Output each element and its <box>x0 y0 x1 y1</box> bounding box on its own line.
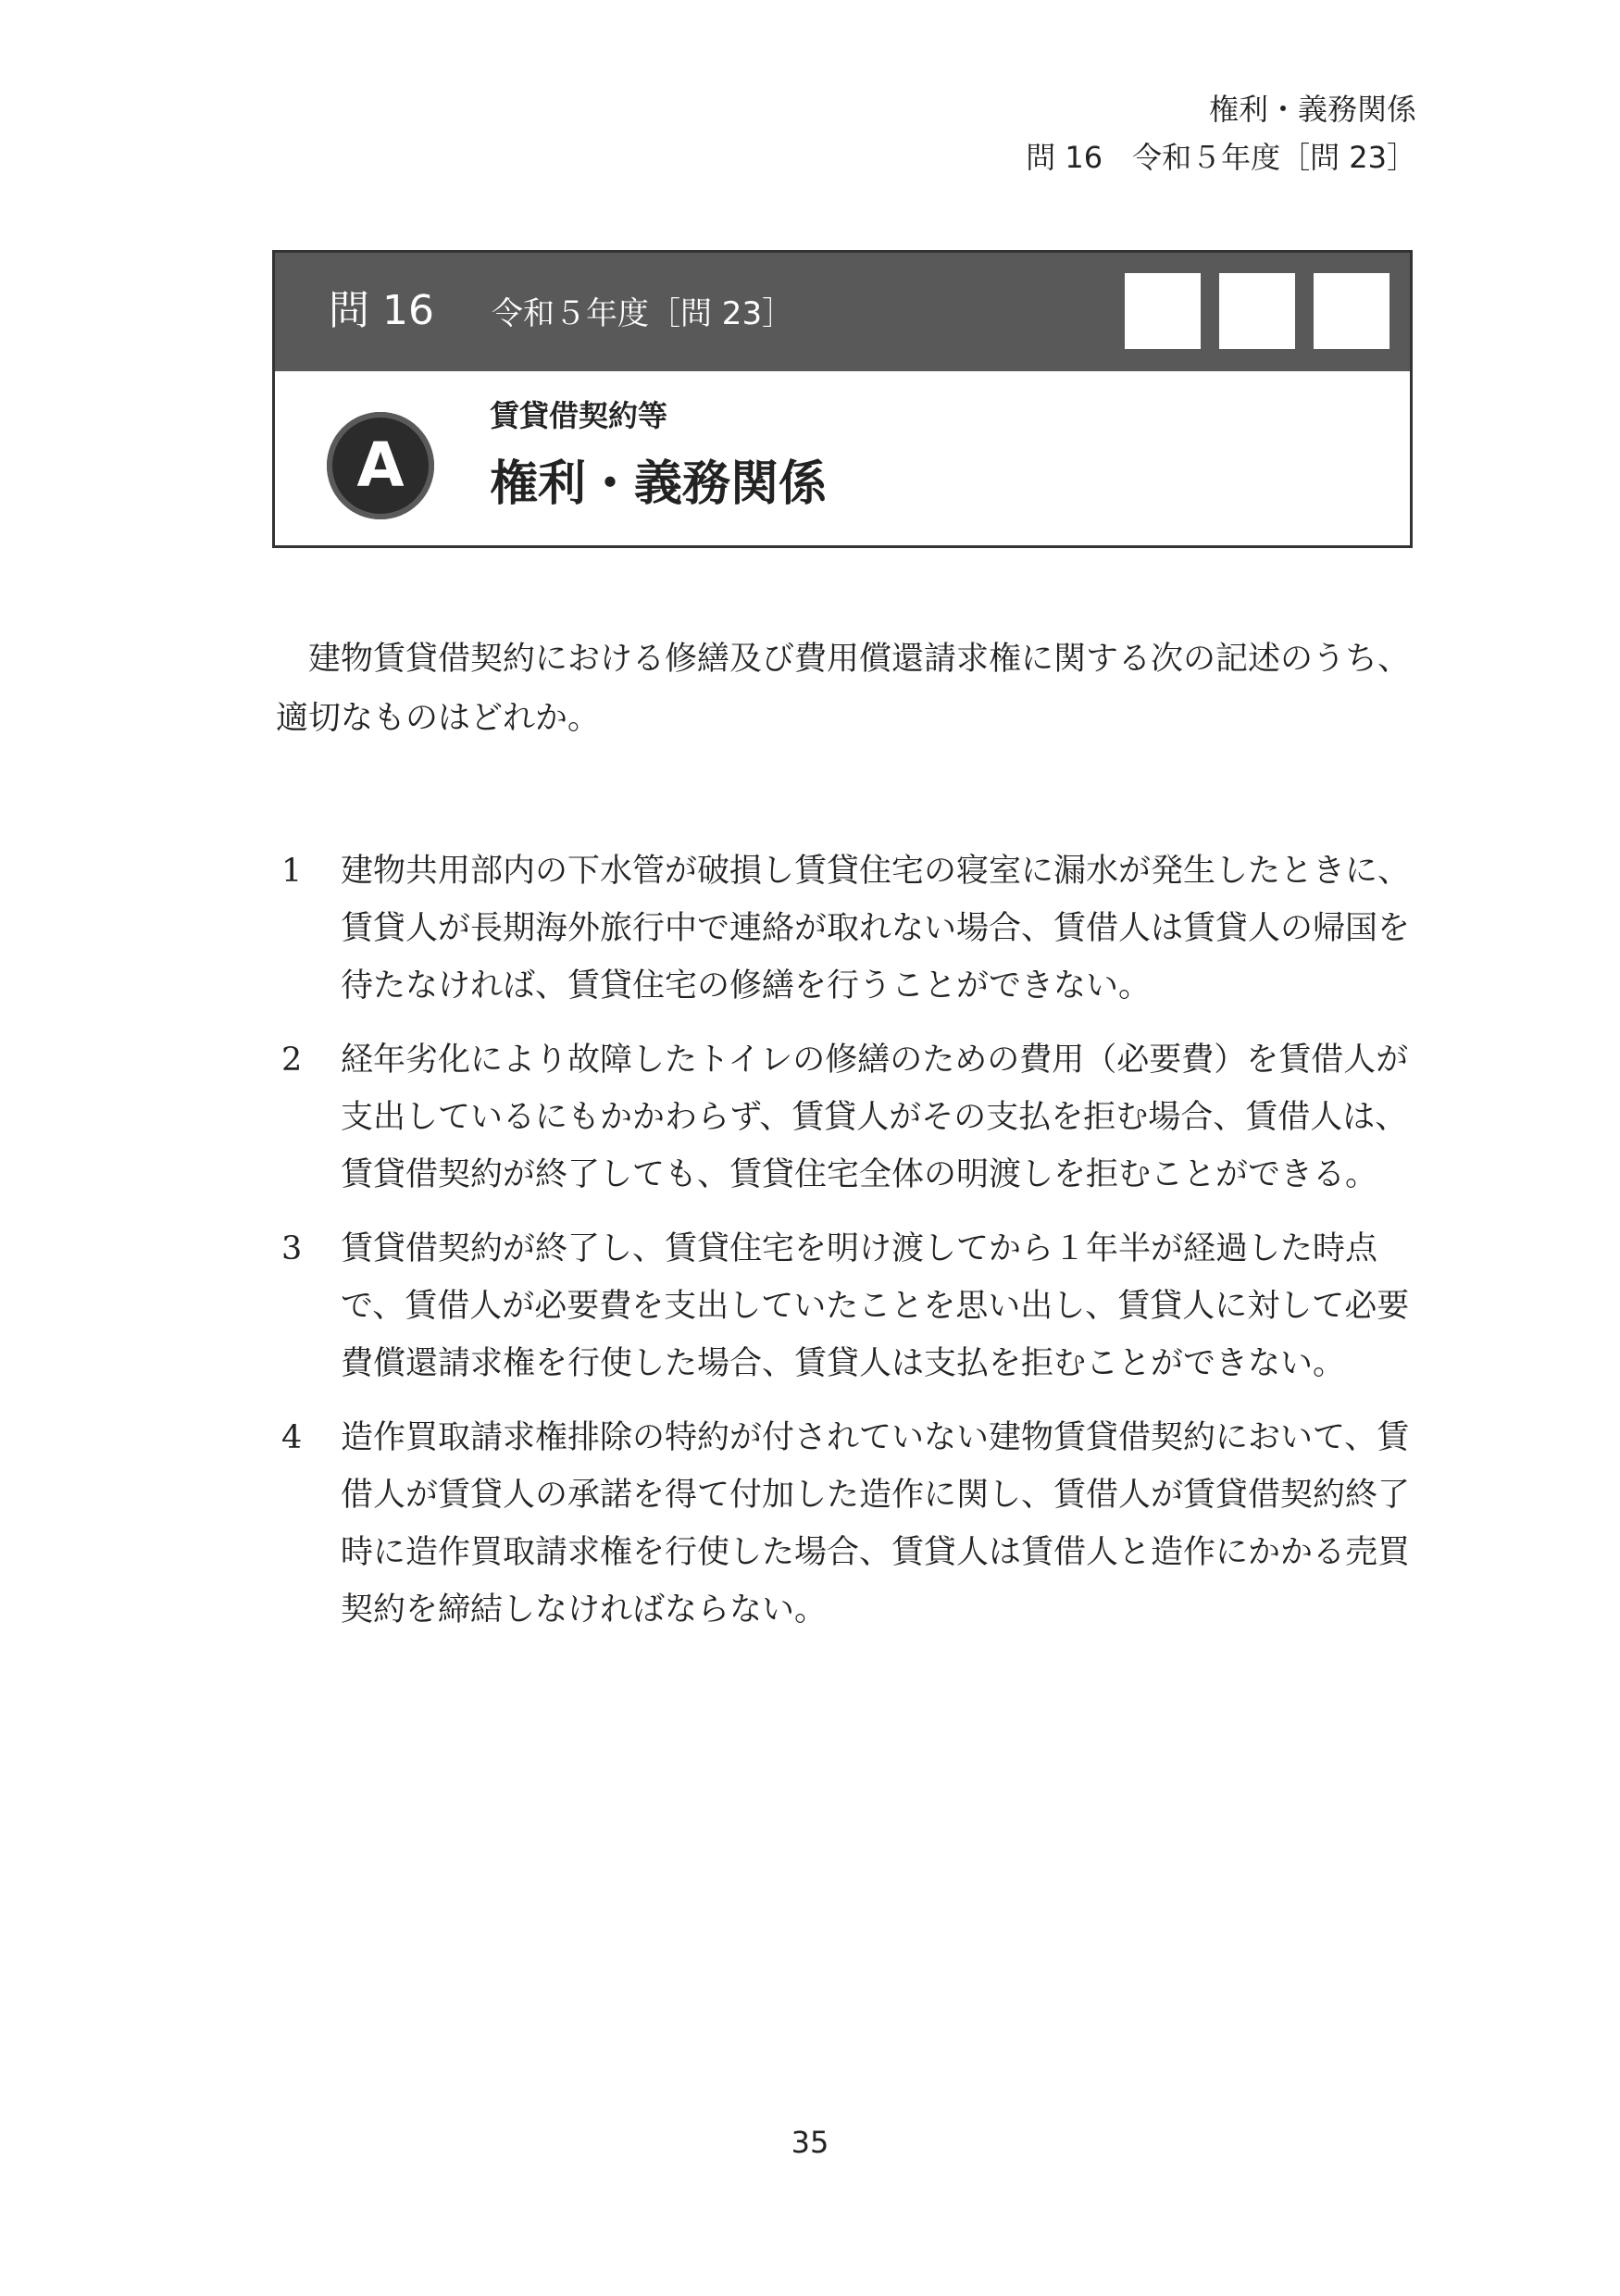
page-number: 35 <box>791 2125 829 2160</box>
running-head-question-ref: 問 16 令和５年度［問 23］ <box>1026 140 1416 175</box>
grade-badge: A <box>327 412 434 519</box>
choice-text: 賃貸借契約が終了し、賃貸住宅を明け渡してから１年半が経過した時点で、賃借人が必要費を支出していたことを思い出し、賃貸人に対して必要費償還請求権を行使した場合、賃貸人は支払を拒むことができない。 <box>341 1230 1410 1382</box>
review-checkbox-3[interactable] <box>1314 273 1389 349</box>
choice-text: 造作買取請求権排除の特約が付されていない建物賃貸借契約において、賃借人が賃貸人の承諾を得て付加した造作に関し、賃借人が賃貸借契約終了時に造作買取請求権を行使した場合、賃貸人は賃借人と造作にかかる売買契約を締結しなければならない。 <box>341 1419 1411 1628</box>
question-header-box <box>272 250 1413 548</box>
review-checkboxes <box>1125 273 1389 349</box>
review-checkbox-2[interactable] <box>1219 273 1295 349</box>
running-head-category: 権利・義務関係 <box>1208 92 1416 127</box>
choice-1 <box>276 842 1414 1015</box>
question-number: 問 16 <box>329 287 434 334</box>
choice-4 <box>276 1409 1414 1639</box>
choice-text: 建物共用部内の下水管が破損し賃貸住宅の寝室に漏水が発生したときに、賃貸人が長期海外旅行中で連絡が取れない場合、賃借人は賃貸人の帰国を待たなければ、賃貸住宅の修繕を行うことができない。 <box>341 853 1411 1004</box>
question-topic: 権利・義務関係 <box>490 456 828 512</box>
choice-number: 4 <box>281 1419 303 1456</box>
question-subtopic: 賃貸借契約等 <box>490 398 668 433</box>
question-year-ref: 令和５年度［問 23］ <box>492 295 794 332</box>
answer-choices <box>276 842 1414 1655</box>
choice-2 <box>276 1031 1414 1204</box>
running-head <box>1026 85 1416 181</box>
question-stem: 建物賃貸借契約における修繕及び費用償還請求権に関する次の記述のうち、適切なものはどれか。 <box>276 641 1411 737</box>
choice-text: 経年劣化により故障したトイレの修繕のための費用（必要費）を賃借人が支出しているにもかかわらず、賃貸人がその支払を拒む場合、賃借人は、賃貸借契約が終了しても、賃貸住宅全体の明渡しを拒むことができる。 <box>341 1042 1409 1193</box>
question-header-bar <box>275 253 1410 371</box>
choice-3 <box>276 1220 1414 1392</box>
choice-number: 1 <box>281 853 303 890</box>
choice-number: 3 <box>281 1230 303 1267</box>
choice-number: 2 <box>281 1042 303 1079</box>
review-checkbox-1[interactable] <box>1125 273 1201 349</box>
